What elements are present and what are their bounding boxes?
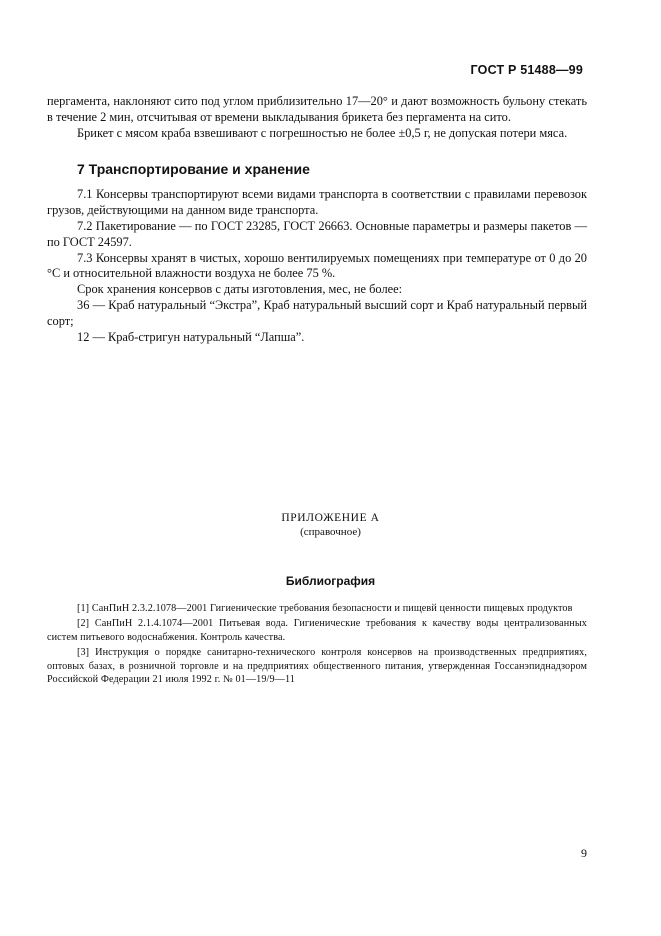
bibliography-title: Библиография [285,574,376,588]
main-text [47,94,587,345]
shelf-life-36: 36 — Краб натуральный “Экстра”, Краб натуральный высший сорт и Краб натуральный первый сорт; [47,297,587,328]
intro-paragraph-1: пергамента, наклоняют сито под углом приблизительно 17—20° и дают возможность бульону стекать в течение 2 мин, отсчитывая от времени выкладывания брикета без пергамента на сито. [47,94,587,124]
document-code-header: ГОСТ Р 51488—99 [470,63,583,77]
clause-7-2: 7.2 Пакетирование — по ГОСТ 23285, ГОСТ 26663. Основные параметры и размеры пакетов — по ГОСТ 24597. [47,218,587,249]
shelf-life-12: 12 — Краб-стригун натуральный “Лапша”. [77,329,305,344]
appendix-heading [0,511,661,539]
appendix-title: ПРИЛОЖЕНИЕ А [281,512,380,524]
clause-7-1: 7.1 Консервы транспортируют всеми видами транспорта в соответствии с правилами перевозок грузов, действующими на данном виде транспорта. [47,187,587,218]
shelf-life-intro: Срок хранения консервов с даты изготовления, мес, не более: [77,282,403,297]
section-7-heading: 7 Транспортирование и хранение [77,161,310,178]
bibliography-entry: [2] СанПиН 2.1.4.1074—2001 Питьевая вода. Гигиенические требования к качеству воды централизованных систем питьевого водоснабжения. Контроль качества. [47,618,587,643]
page-number: 9 [581,846,587,860]
bibliography-list [47,602,587,688]
appendix-subtitle: (справочное) [300,526,361,538]
bibliography-entry: [3] Инструкция о порядке санитарно-технического контроля консервов на производственных предприятиях, оптовых базах, в розничной торговле и на предприятиях общественного питания, утвержденная Госсанэпиднадзором Российской Федерации 21 июля 1992 г. № 01—19/9—11 [47,647,587,686]
clause-7-3: 7.3 Консервы хранят в чистых, хорошо вентилируемых помещениях при температуре от 0 до 20 °С и относительной влажности воздуха не более 75 %. [47,250,587,281]
bibliography-entry: [1] СанПиН 2.3.2.1078—2001 Гигиенические требования безопасности и пищевй ценности пищевых продуктов [77,603,573,614]
intro-paragraph-2: Брикет с мясом краба взвешивают с погрешностью не более ±0,5 г, не допуская потери мяса. [77,125,568,140]
